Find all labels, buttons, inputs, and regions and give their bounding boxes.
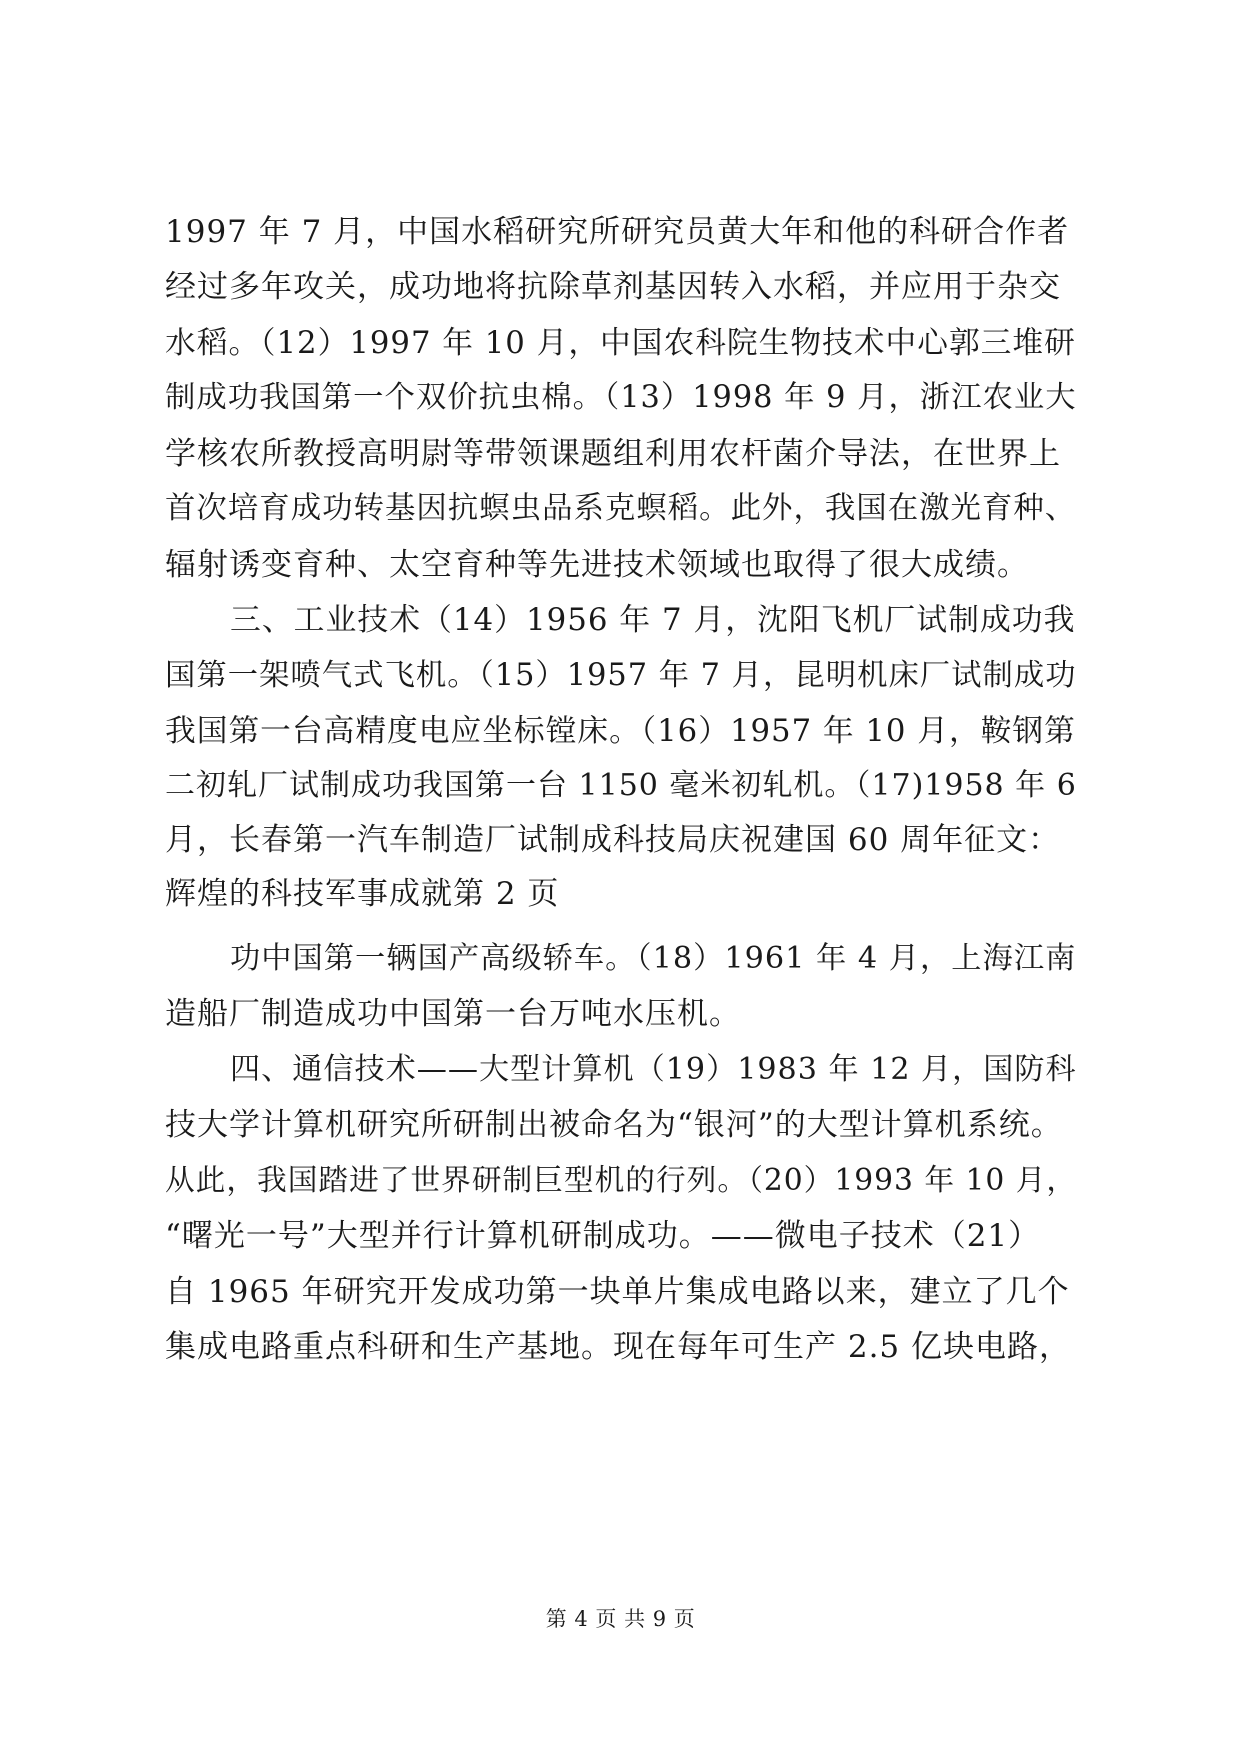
text-line: 经过多年攻关，成功地将抗除草剂基因转入水稻，并应用于杂交 — [165, 269, 1061, 305]
text-line: 国第一架喷气式飞机。（15）1957 年 7 月，昆明机床厂试制成功 — [165, 658, 1077, 693]
text-line: 1997 年 7 月，中国水稻研究所研究员黄大年和他的科研合作者 — [165, 214, 1070, 250]
text-line: 月，长春第一汽车制造厂试制成科技局庆祝建国 60 周年征文： — [165, 822, 1061, 858]
text-line: 学核农所教授高明尉等带领课题组利用农杆菌介导法，在世界上 — [165, 436, 1061, 472]
text-line: 制成功我国第一个双价抗虫棉。（13）1998 年 9 月，浙江农业大 — [165, 380, 1077, 415]
text-line: “曙光一号”大型并行计算机研制成功。——微电子技术（21） — [165, 1218, 1041, 1254]
text-line: 三、工业技术（14）1956 年 7 月，沈阳飞机厂试制成功我 — [230, 602, 1076, 638]
text-line: 集成电路重点科研和生产基地。现在每年可生产 2.5 亿块电路， — [165, 1329, 1072, 1365]
text-line: 我国第一台高精度电应坐标镗床。（16）1957 年 10 月，鞍钢第 — [165, 713, 1076, 749]
text-line: 从此，我国踏进了世界研制巨型机的行列。（20）1993 年 10 月， — [165, 1163, 1078, 1198]
text-line: 首次培育成功转基因抗螟虫品系克螟稻。此外，我国在激光育种、 — [165, 491, 1077, 526]
text-line: 造船厂制造成功中国第一台万吨水压机。 — [165, 996, 741, 1032]
text-line: 辐射诱变育种、太空育种等先进技术领域也取得了很大成绩。 — [165, 547, 1029, 583]
text-line: 自 1965 年研究开发成功第一块单片集成电路以来，建立了几个 — [165, 1274, 1070, 1310]
text-line: 辉煌的科技军事成就第 2 页 — [165, 876, 560, 912]
text-line: 二初轧厂试制成功我国第一台 1150 毫米初轧机。（17)1958 年 6 — [165, 768, 1077, 803]
page-number-footer: 第 4 页 共 9 页 — [545, 1607, 696, 1631]
text-line: 技大学计算机研究所研制出被命名为“银河”的大型计算机系统。 — [165, 1107, 1063, 1143]
text-line: 四、通信技术——大型计算机（19）1983 年 12 月，国防科 — [230, 1052, 1077, 1087]
text-line: 水稻。（12）1997 年 10 月，中国农科院生物技术中心郭三堆研 — [165, 325, 1076, 361]
text-line: 功中国第一辆国产高级轿车。（18）1961 年 4 月，上海江南 — [230, 941, 1077, 976]
